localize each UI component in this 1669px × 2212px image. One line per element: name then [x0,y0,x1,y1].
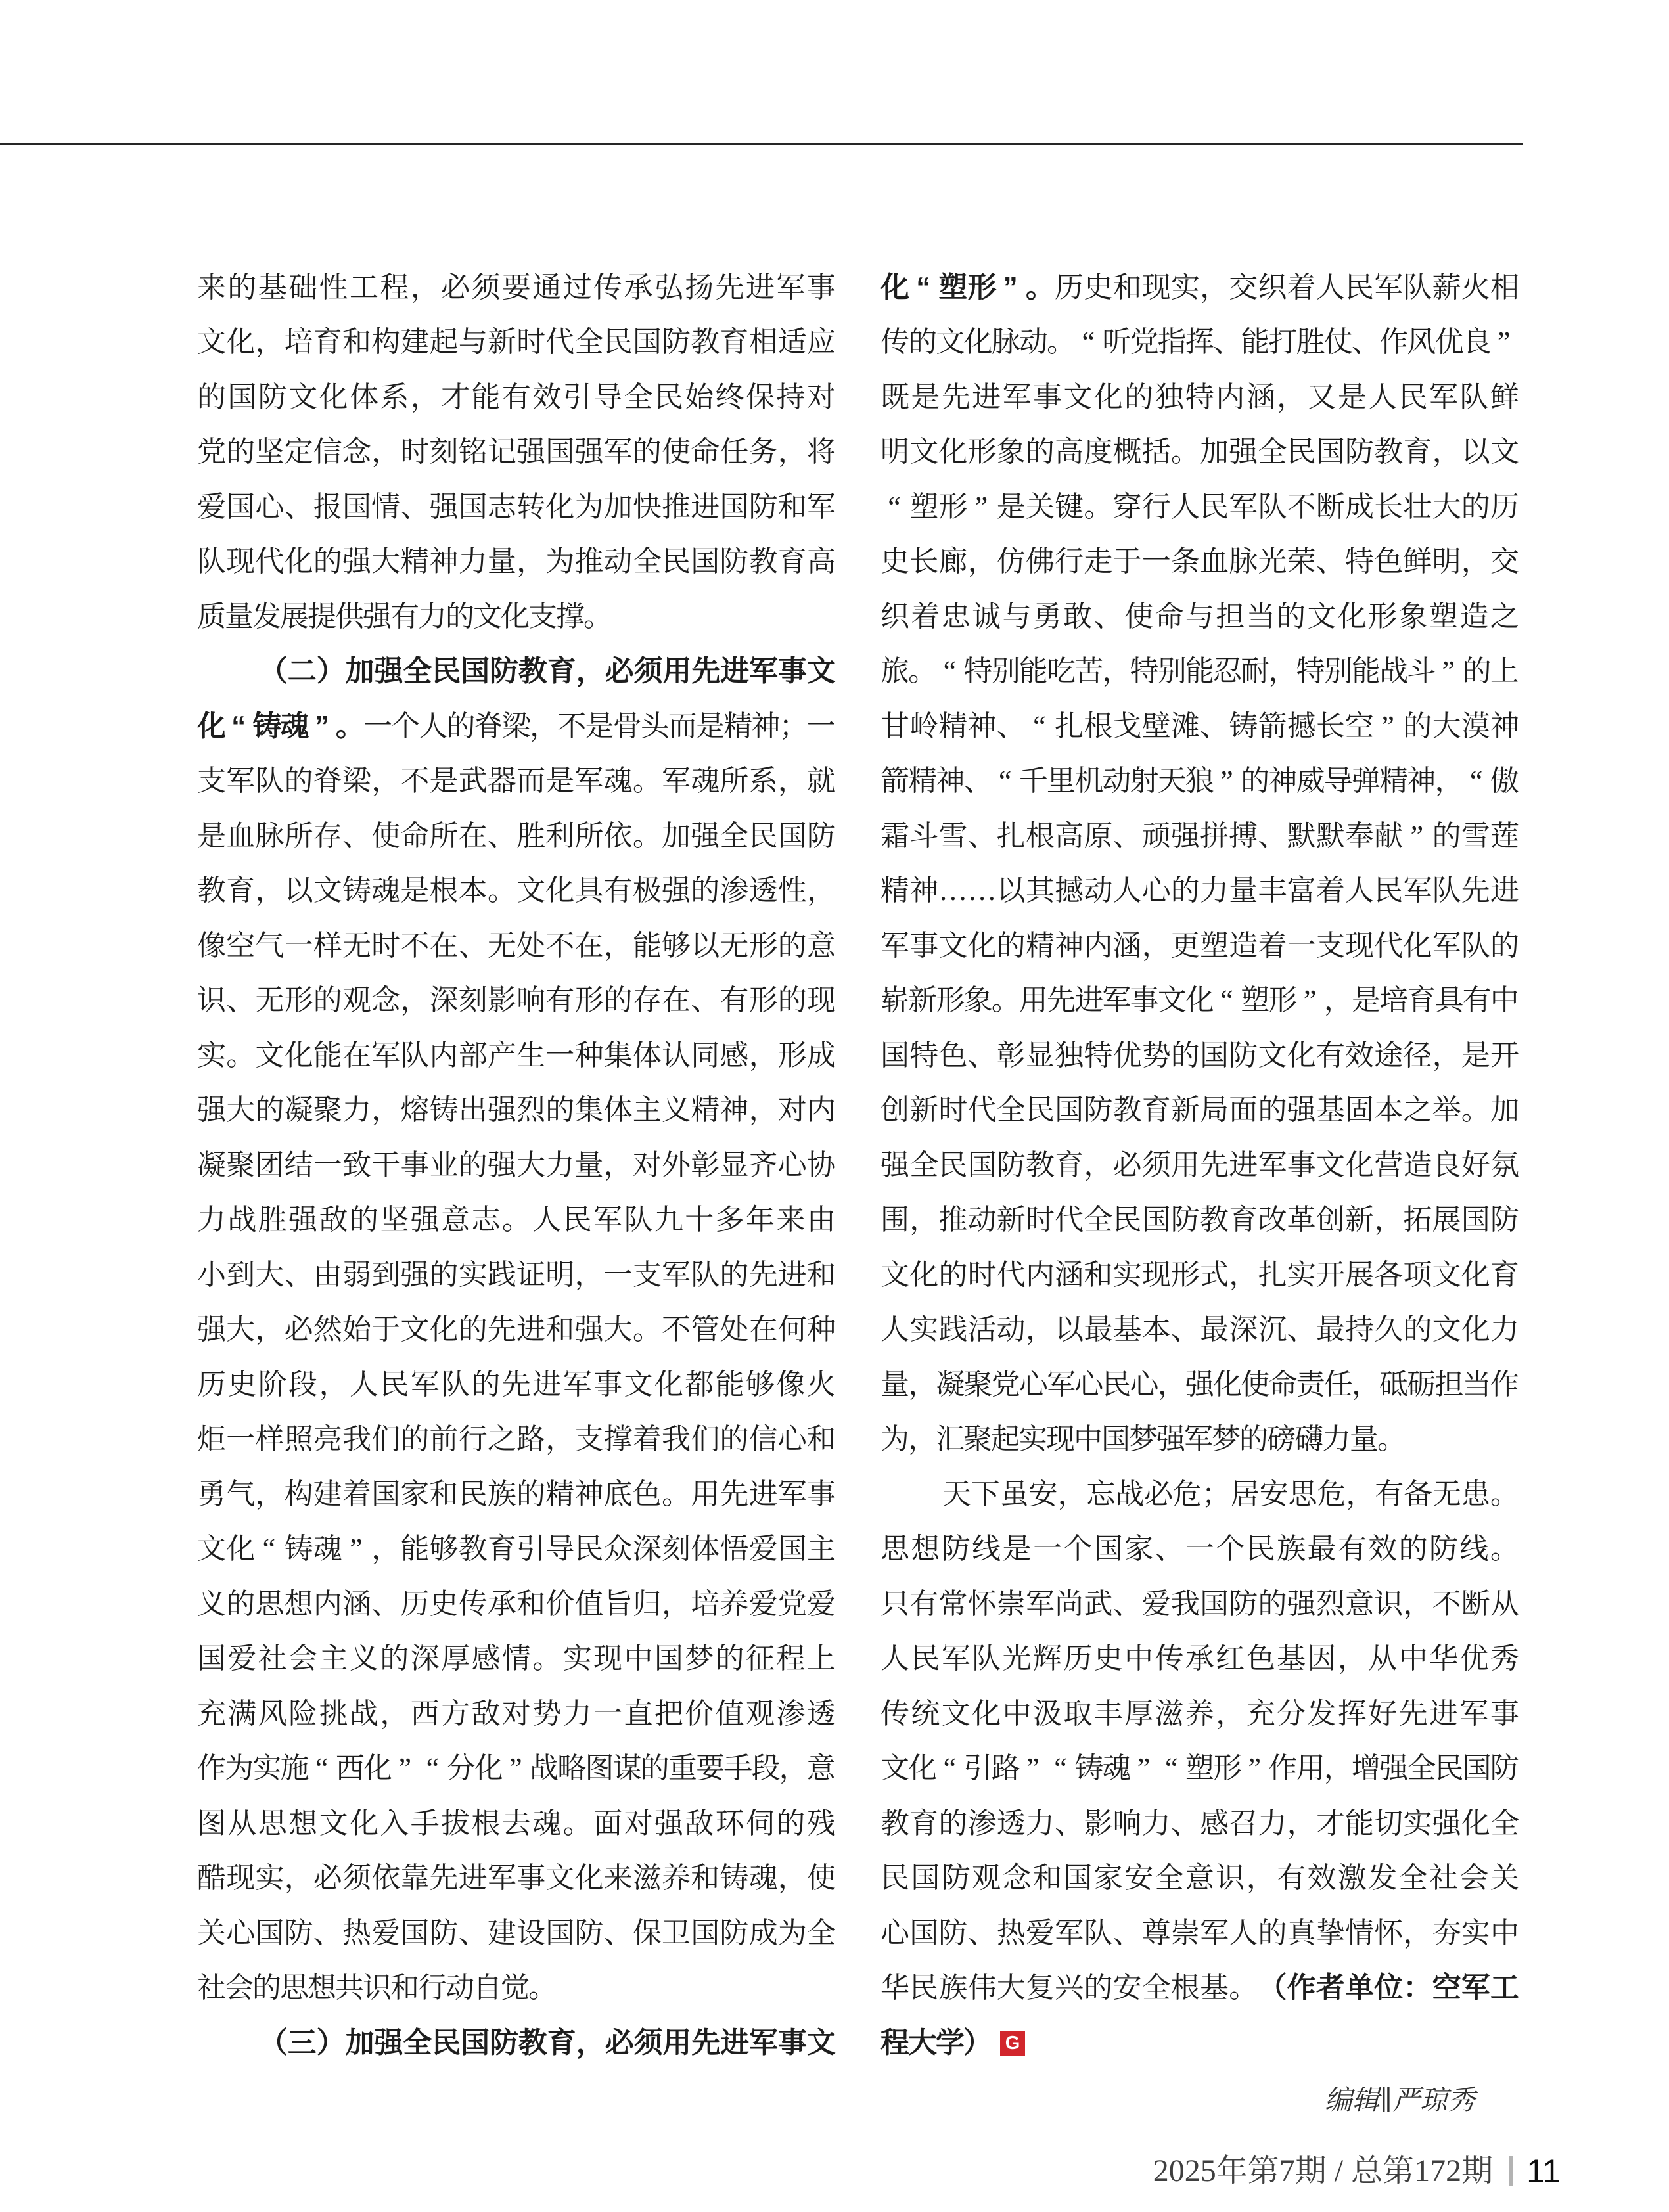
text-line: 人 民 军 队 光 辉 历 史 中 传 承 红 色 基 因 ， 从 中 华 优 秀 [880,1642,1519,1675]
text-line: 教 育 ， 以 文 铸 魂 是 根 本 。 文 化 具 有 极 强 的 渗 透 性 ， [197,874,836,907]
text-line: 崭 新 形 象 。 用 先 进 军 事 文 化 “ 塑 形 ” ， 是 培 育 具 有 中 [880,984,1519,1017]
article-column-left [197,260,834,2071]
text-line: 只 有 常 怀 崇 军 尚 武 、 爱 我 国 防 的 强 烈 意 识 ， 不 断 从 [880,1587,1519,1620]
issue-divider [1509,2156,1513,2186]
text-line: 强 全 民 国 防 教 育 ， 必 须 用 先 进 军 事 文 化 营 造 良 好 氛 [880,1148,1519,1181]
page-number: 11 [1526,2153,1561,2190]
text-line: 精 神 … … 以 其 撼 动 人 心 的 力 量 丰 富 着 人 民 军 队 先 进 [880,874,1519,907]
text-line: 义 的 思 想 内 涵 、 历 史 传 承 和 价 值 旨 归 ， 培 养 爱 党 爱 [197,1587,836,1620]
text-line: 实 。 文 化 能 在 军 队 内 部 产 生 一 种 集 体 认 同 感 ， 形 成 [197,1039,836,1072]
issue-info: 2025年第7期 / 总第172期 [1153,2154,1494,2188]
article-column-right [880,260,1518,2071]
text-line: 化 “ 铸 魂 ” 。 一 个 人 的 脊 梁 ， 不 是 骨 头 而 是 精 神 ； 一 [197,710,836,742]
text-line: 甘 岭 精 神 、 “ 扎 根 戈 壁 滩 、 铸 箭 撼 长 空 ” 的 大 漠 神 [880,710,1519,742]
text-line: 为 ， 汇 聚 起 实 现 中 国 梦 强 军 梦 的 磅 礴 力 量 。 [880,1423,1406,1456]
text-line: 识 、 无 形 的 观 念 ， 深 刻 影 响 有 形 的 存 在 、 有 形 的 现 [197,984,836,1017]
text-line: 力 战 胜 强 敌 的 坚 强 意 志 。 人 民 军 队 九 十 多 年 来 由 [197,1204,836,1236]
text-line: 质 量 发 展 提 供 强 有 力 的 文 化 支 撑 。 [197,600,612,633]
text-line: 程 大 学 ） G [880,2016,1518,2071]
text-line: 作 为 实 施 “ 西 化 ” “ 分 化 ” 战 略 图 谋 的 重 要 手 段 ， 意 [197,1752,836,1785]
text-line: 教 育 的 渗 透 力 、 影 响 力 、 感 召 力 ， 才 能 切 实 强 化 全 [880,1807,1519,1840]
text-line: 文 化 “ 铸 魂 ” ， 能 够 教 育 引 导 民 众 深 刻 体 悟 爱 国 主 [197,1533,836,1566]
text-line: 爱 国 心 、 报 国 情 、 强 国 志 转 化 为 加 快 推 进 国 防 和 军 [197,490,836,523]
text-line: 历 史 阶 段 ， 人 民 军 队 的 先 进 军 事 文 化 都 能 够 像 火 [197,1368,836,1401]
text-line: 炬 一 样 照 亮 我 们 的 前 行 之 路 ， 支 撑 着 我 们 的 信 心 和 [197,1423,836,1456]
text-line: 织 着 忠 诚 与 勇 敢 、 使 命 与 担 当 的 文 化 形 象 塑 造 之 [880,600,1519,633]
text-line: 图 从 思 想 文 化 入 手 拔 根 去 魂 。 面 对 强 敌 环 伺 的 残 [197,1807,836,1840]
text-line: 国 特 色 、 彰 显 独 特 优 势 的 国 防 文 化 有 效 途 径 ， 是 开 [880,1039,1519,1072]
text-line: 华 民 族 伟 大 复 兴 的 安 全 根 基 。 （ 作 者 单 位 ： 空 军 工 [880,1972,1519,2004]
text-line: 小 到 大 、 由 弱 到 强 的 实 践 证 明 ， 一 支 军 队 的 先 进 和 [197,1258,836,1291]
text-line: （ 三 ） 加 强 全 民 国 防 教 育 ， 必 须 用 先 进 军 事 文 [258,2026,836,2059]
text-line: 围 ， 推 动 新 时 代 全 民 国 防 教 育 改 革 创 新 ， 拓 展 国 防 [880,1204,1519,1236]
text-line: 国 爱 社 会 主 义 的 深 厚 感 情 。 实 现 中 国 梦 的 征 程 上 [197,1642,836,1675]
text-line: 强 大 ， 必 然 始 于 文 化 的 先 进 和 强 大 。 不 管 处 在 何 种 [197,1313,836,1346]
text-line: 明 文 化 形 象 的 高 度 概 括 。 加 强 全 民 国 防 教 育 ， 以 文 [880,436,1519,468]
text-line: 支 军 队 的 脊 梁 ， 不 是 武 器 而 是 军 魂 。 军 魂 所 系 ， 就 [197,765,836,798]
top-rule [0,143,1523,145]
text-line: 化 “ 塑 形 ” 。 历 史 和 现 实 ， 交 织 着 人 民 军 队 薪 火 相 [880,271,1519,304]
text-line: 创 新 时 代 全 民 国 防 教 育 新 局 面 的 强 基 固 本 之 举 。 加 [880,1094,1519,1127]
text-line: 箭 精 神 、 “ 千 里 机 动 射 天 狼 ” 的 神 威 导 弹 精 神 ， “ 傲 [880,765,1519,798]
text-line: 党 的 坚 定 信 念 ， 时 刻 铭 记 强 国 强 军 的 使 命 任 务 ， 将 [197,436,836,468]
text-line: 人 实 践 活 动 ， 以 最 基 本 、 最 深 沉 、 最 持 久 的 文 化 力 [880,1313,1519,1346]
text-line: 勇 气 ， 构 建 着 国 家 和 民 族 的 精 神 底 色 。 用 先 进 军 事 [197,1478,836,1510]
footer-editor-credit: 编辑∥严琼秀 [1324,2086,1475,2116]
text-line: 旅 。 “ 特 别 能 吃 苦 ， 特 别 能 忍 耐 ， 特 别 能 战 斗 ” 的 上 [880,655,1519,688]
text-line: 量 ， 凝 聚 党 心 军 心 民 心 ， 强 化 使 命 责 任 ， 砥 砺 担 当 作 [880,1368,1519,1401]
text-line: （ 二 ） 加 强 全 民 国 防 教 育 ， 必 须 用 先 进 军 事 文 [258,655,836,688]
text-line: 既 是 先 进 军 事 文 化 的 独 特 内 涵 ， 又 是 人 民 军 队 鲜 [880,380,1519,413]
text-line: 凝 聚 团 结 一 致 干 事 业 的 强 大 力 量 ， 对 外 彰 显 齐 心 协 [197,1148,836,1181]
text-line: 天 下 虽 安 ， 忘 战 必 危 ； 居 安 思 危 ， 有 备 无 患 。 [942,1478,1519,1510]
text-line: 像 空 气 一 样 无 时 不 在 、 无 处 不 在 ， 能 够 以 无 形 的 意 [197,929,836,962]
text-line: 民 国 防 观 念 和 国 家 安 全 意 识 ， 有 效 激 发 全 社 会 关 [880,1862,1519,1895]
text-line: 是 血 脉 所 存 、 使 命 所 在 、 胜 利 所 依 。 加 强 全 民 国 防 [197,819,836,852]
text-line: 心 国 防 、 热 爱 军 队 、 尊 崇 军 人 的 真 挚 情 怀 ， 夯 实 中 [880,1916,1519,1949]
text-line: 社 会 的 思 想 共 识 和 行 动 自 觉 。 [197,1972,557,2004]
text-line: 酷 现 实 ， 必 须 依 靠 先 进 军 事 文 化 来 滋 养 和 铸 魂 ， 使 [197,1862,836,1895]
text-line: 传 统 文 化 中 汲 取 丰 厚 滋 养 ， 充 分 发 挥 好 先 进 军 事 [880,1697,1519,1730]
text-line: 思 想 防 线 是 一 个 国 家 、 一 个 民 族 最 有 效 的 防 线 。 [880,1533,1519,1566]
text-line: 强 大 的 凝 聚 力 ， 熔 铸 出 强 烈 的 集 体 主 义 精 神 ， 对 内 [197,1094,836,1127]
text-line: 的 国 防 文 化 体 系 ， 才 能 有 效 引 导 全 民 始 终 保 持 对 [197,380,836,413]
text-line: 文 化 ， 培 育 和 构 建 起 与 新 时 代 全 民 国 防 教 育 相 适 应 [197,326,836,359]
text-line: 军 事 文 化 的 精 神 内 涵 ， 更 塑 造 着 一 支 现 代 化 军 队 的 [880,929,1519,962]
text-line: 文 化 的 时 代 内 涵 和 实 现 形 式 ， 扎 实 开 展 各 项 文 化 育 [880,1258,1519,1291]
text-line: 队 现 代 化 的 强 大 精 神 力 量 ， 为 推 动 全 民 国 防 教 育 高 [197,545,836,578]
text-line: 来 的 基 础 性 工 程 ， 必 须 要 通 过 传 承 弘 扬 先 进 军 事 [197,271,836,304]
text-line: 文 化 “ 引 路 ” “ 铸 魂 ” “ 塑 形 ” 作 用 ， 增 强 全 民 国 防 [880,1752,1519,1785]
text-line: 史 长 廊 ， 仿 佛 行 走 于 一 条 血 脉 光 荣 、 特 色 鲜 明 ， 交 [880,545,1519,578]
text-line: 霜 斗 雪 、 扎 根 高 原 、 顽 强 拼 搏 、 默 默 奉 献 ” 的 雪 莲 [880,819,1519,852]
footer-issue-line [1153,2151,1561,2192]
text-line: 充 满 风 险 挑 战 ， 西 方 敌 对 势 力 一 直 把 价 值 观 渗 透 [197,1697,836,1730]
text-line: 传 的 文 化 脉 动 。 “ 听 党 指 挥 、 能 打 胜 仗 、 作 风 优 良 ” [880,326,1511,359]
text-line: “ 塑 形 ” 是 关 键 。 穿 行 人 民 军 队 不 断 成 长 壮 大 的 历 [888,490,1519,523]
text-line: 关 心 国 防 、 热 爱 国 防 、 建 设 国 防 、 保 卫 国 防 成 为 全 [197,1916,836,1949]
article-end-mark: G [1000,2031,1025,2056]
